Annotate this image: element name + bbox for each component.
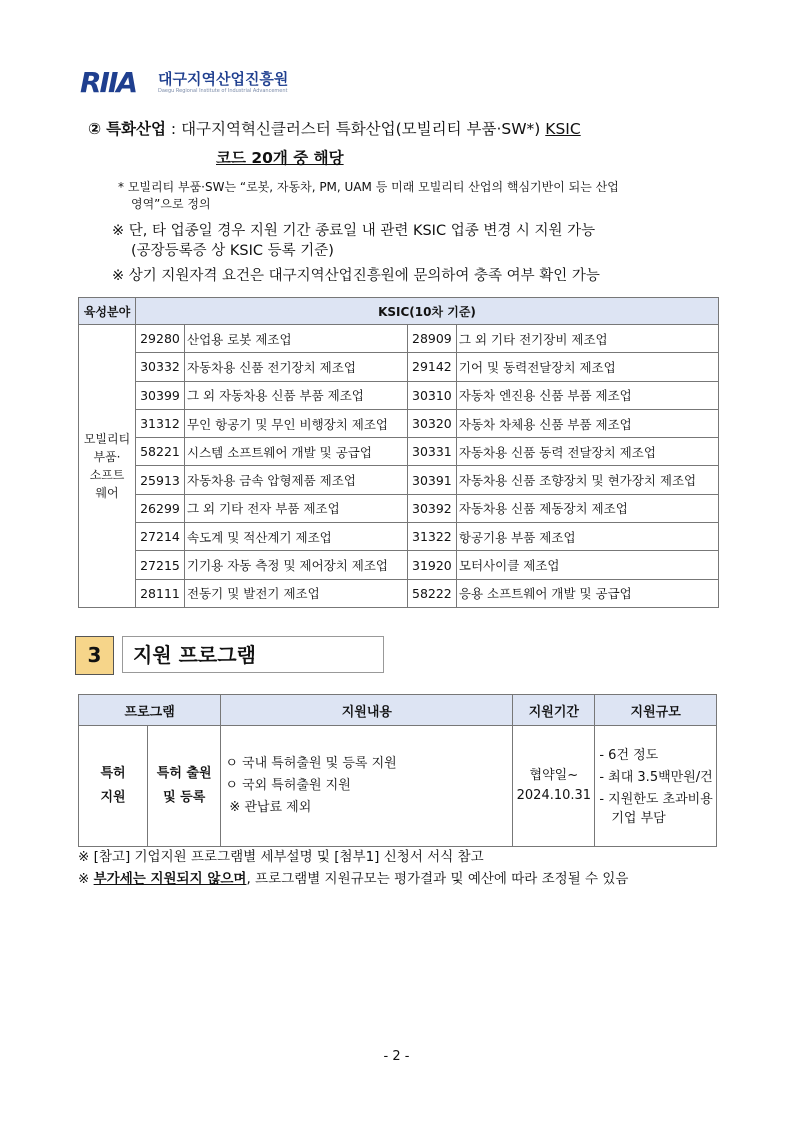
ksic-name: 그 외 기타 전자 부품 제조업: [185, 494, 408, 522]
ksic-code: 26299: [136, 494, 185, 522]
table-row: [79, 438, 719, 466]
table-row: [79, 325, 719, 353]
header-period: 지원기간: [513, 695, 595, 726]
ksic-name: 기어 및 동력전달장치 제조업: [456, 353, 718, 381]
header-scale: 지원규모: [595, 695, 717, 726]
ksic-name: 자동차용 금속 압형제품 제조업: [185, 466, 408, 494]
ksic-name: 자동차용 신품 동력 전달장치 제조업: [456, 438, 718, 466]
program-table: [78, 694, 717, 847]
ksic-code: 30332: [136, 353, 185, 381]
program-name: 특허 출원 및 등록: [148, 726, 221, 847]
ksic-code: 29280: [136, 325, 185, 353]
ksic-name: 모터사이클 제조업: [456, 551, 718, 579]
table-row: [79, 353, 719, 381]
ksic-code: 58222: [407, 579, 456, 607]
ksic-name: 기기용 자동 측정 및 제어장치 제조업: [185, 551, 408, 579]
table-header-row: [79, 695, 717, 726]
field-cell: 모빌리티 부품· 소프트 웨어: [79, 325, 136, 608]
ksic-code: 31322: [407, 523, 456, 551]
note-ref1-line2: (공장등록증 상 KSIC 등록 기준): [131, 243, 334, 259]
table-header-row: [79, 298, 719, 325]
logo-org-name-en: Daegu Regional Institute of Industrial Advancement: [158, 88, 288, 94]
program-category: 특허 지원: [79, 726, 148, 847]
ksic-code: 30391: [407, 466, 456, 494]
org-logo: [80, 66, 340, 100]
ksic-code: 30320: [407, 409, 456, 437]
ksic-code: 31312: [136, 409, 185, 437]
footnote-star-line1: * 모빌리티 부품·SW는 “로봇, 자동차, PM, UAM 등 미래 모빌리티 산업의 핵심기반이 되는 산업: [118, 180, 619, 194]
table-row: [79, 381, 719, 409]
footer-note-2: ※ 부가세는 지원되지 않으며, 프로그램별 지원규모는 평가결과 및 예산에 따라 조정될 수 있음: [78, 871, 629, 887]
note-ref2: ※ 상기 지원자격 요건은 대구지역산업진흥원에 문의하여 충족 여부 확인 가능: [112, 268, 600, 284]
logo-mark: RIIA: [80, 66, 137, 99]
program-content: ㅇ 국내 특허출원 및 등록 지원 ㅇ 국외 특허출원 지원 ※ 관납료 제외: [221, 726, 513, 847]
section-text-line2: 코드 20개 중 해당: [216, 149, 344, 167]
ksic-code: 25913: [136, 466, 185, 494]
ksic-name: 자동차용 신품 조향장치 및 현가장치 제조업: [456, 466, 718, 494]
section-text-ksic: KSIC: [545, 120, 581, 138]
ksic-code: 27214: [136, 523, 185, 551]
ksic-code: 30331: [407, 438, 456, 466]
section-text: 대구지역혁신클러스터 특화산업(모빌리티 부품·SW*): [181, 120, 541, 138]
table-row: [79, 466, 719, 494]
section-specialized-industry: [88, 114, 728, 167]
ksic-table: [78, 297, 719, 608]
footer-note-1: ※ [참고] 기업지원 프로그램별 세부설명 및 [첨부1] 신청서 서식 참고: [78, 849, 484, 865]
section-number: ②: [88, 120, 102, 138]
ksic-code: 28111: [136, 579, 185, 607]
header-content: 지원내용: [221, 695, 513, 726]
vat-notice: 부가세는 지원되지 않으며: [93, 871, 247, 887]
page-number: - 2 -: [383, 1049, 410, 1064]
program-period: 협약일~ 2024.10.31: [513, 726, 595, 847]
ksic-name: 응용 소프트웨어 개발 및 공급업: [456, 579, 718, 607]
section-number-box: 3: [75, 636, 114, 675]
ksic-name: 자동차 엔진용 신품 부품 제조업: [456, 381, 718, 409]
header-field: 육성분야: [79, 298, 136, 325]
ksic-name: 속도계 및 적산계기 제조업: [185, 523, 408, 551]
section-label: 특화산업: [106, 120, 166, 138]
table-row: [79, 726, 717, 847]
footnote-star-line2: 영역”으로 정의: [131, 197, 211, 211]
ksic-code: 29142: [407, 353, 456, 381]
table-row: [79, 409, 719, 437]
ksic-name: 무인 항공기 및 무인 비행장치 제조업: [185, 409, 408, 437]
ksic-name: 항공기용 부품 제조업: [456, 523, 718, 551]
table-row: [79, 579, 719, 607]
table-row: [79, 551, 719, 579]
ksic-code: 30310: [407, 381, 456, 409]
header-program: 프로그램: [79, 695, 221, 726]
ksic-code: 28909: [407, 325, 456, 353]
header-ksic: KSIC(10차 기준): [136, 298, 719, 325]
ksic-name: 시스템 소프트웨어 개발 및 공급업: [185, 438, 408, 466]
section-separator: :: [170, 120, 177, 138]
logo-org-name: 대구지역산업진흥원: [158, 70, 289, 88]
ksic-code: 58221: [136, 438, 185, 466]
table-row: [79, 523, 719, 551]
ksic-name: 산업용 로봇 제조업: [185, 325, 408, 353]
ksic-code: 30392: [407, 494, 456, 522]
ksic-code: 27215: [136, 551, 185, 579]
ksic-name: 자동차용 신품 제동장치 제조업: [456, 494, 718, 522]
ksic-name: 전동기 및 발전기 제조업: [185, 579, 408, 607]
ksic-code: 30399: [136, 381, 185, 409]
program-scale: - 6건 정도 - 최대 3.5백만원/건 - 지원한도 초과비용 기업 부담: [595, 726, 717, 847]
ksic-name: 자동차 차체용 신품 부품 제조업: [456, 409, 718, 437]
ksic-name: 자동차용 신품 전기장치 제조업: [185, 353, 408, 381]
ksic-name: 그 외 기타 전기장비 제조업: [456, 325, 718, 353]
section-title: 지원 프로그램: [122, 636, 384, 673]
ksic-code: 31920: [407, 551, 456, 579]
note-ref1-line1: ※ 단, 타 업종일 경우 지원 기간 종료일 내 관련 KSIC 업종 변경 시 지원 가능: [112, 223, 596, 239]
table-row: [79, 494, 719, 522]
ksic-name: 그 외 자동차용 신품 부품 제조업: [185, 381, 408, 409]
